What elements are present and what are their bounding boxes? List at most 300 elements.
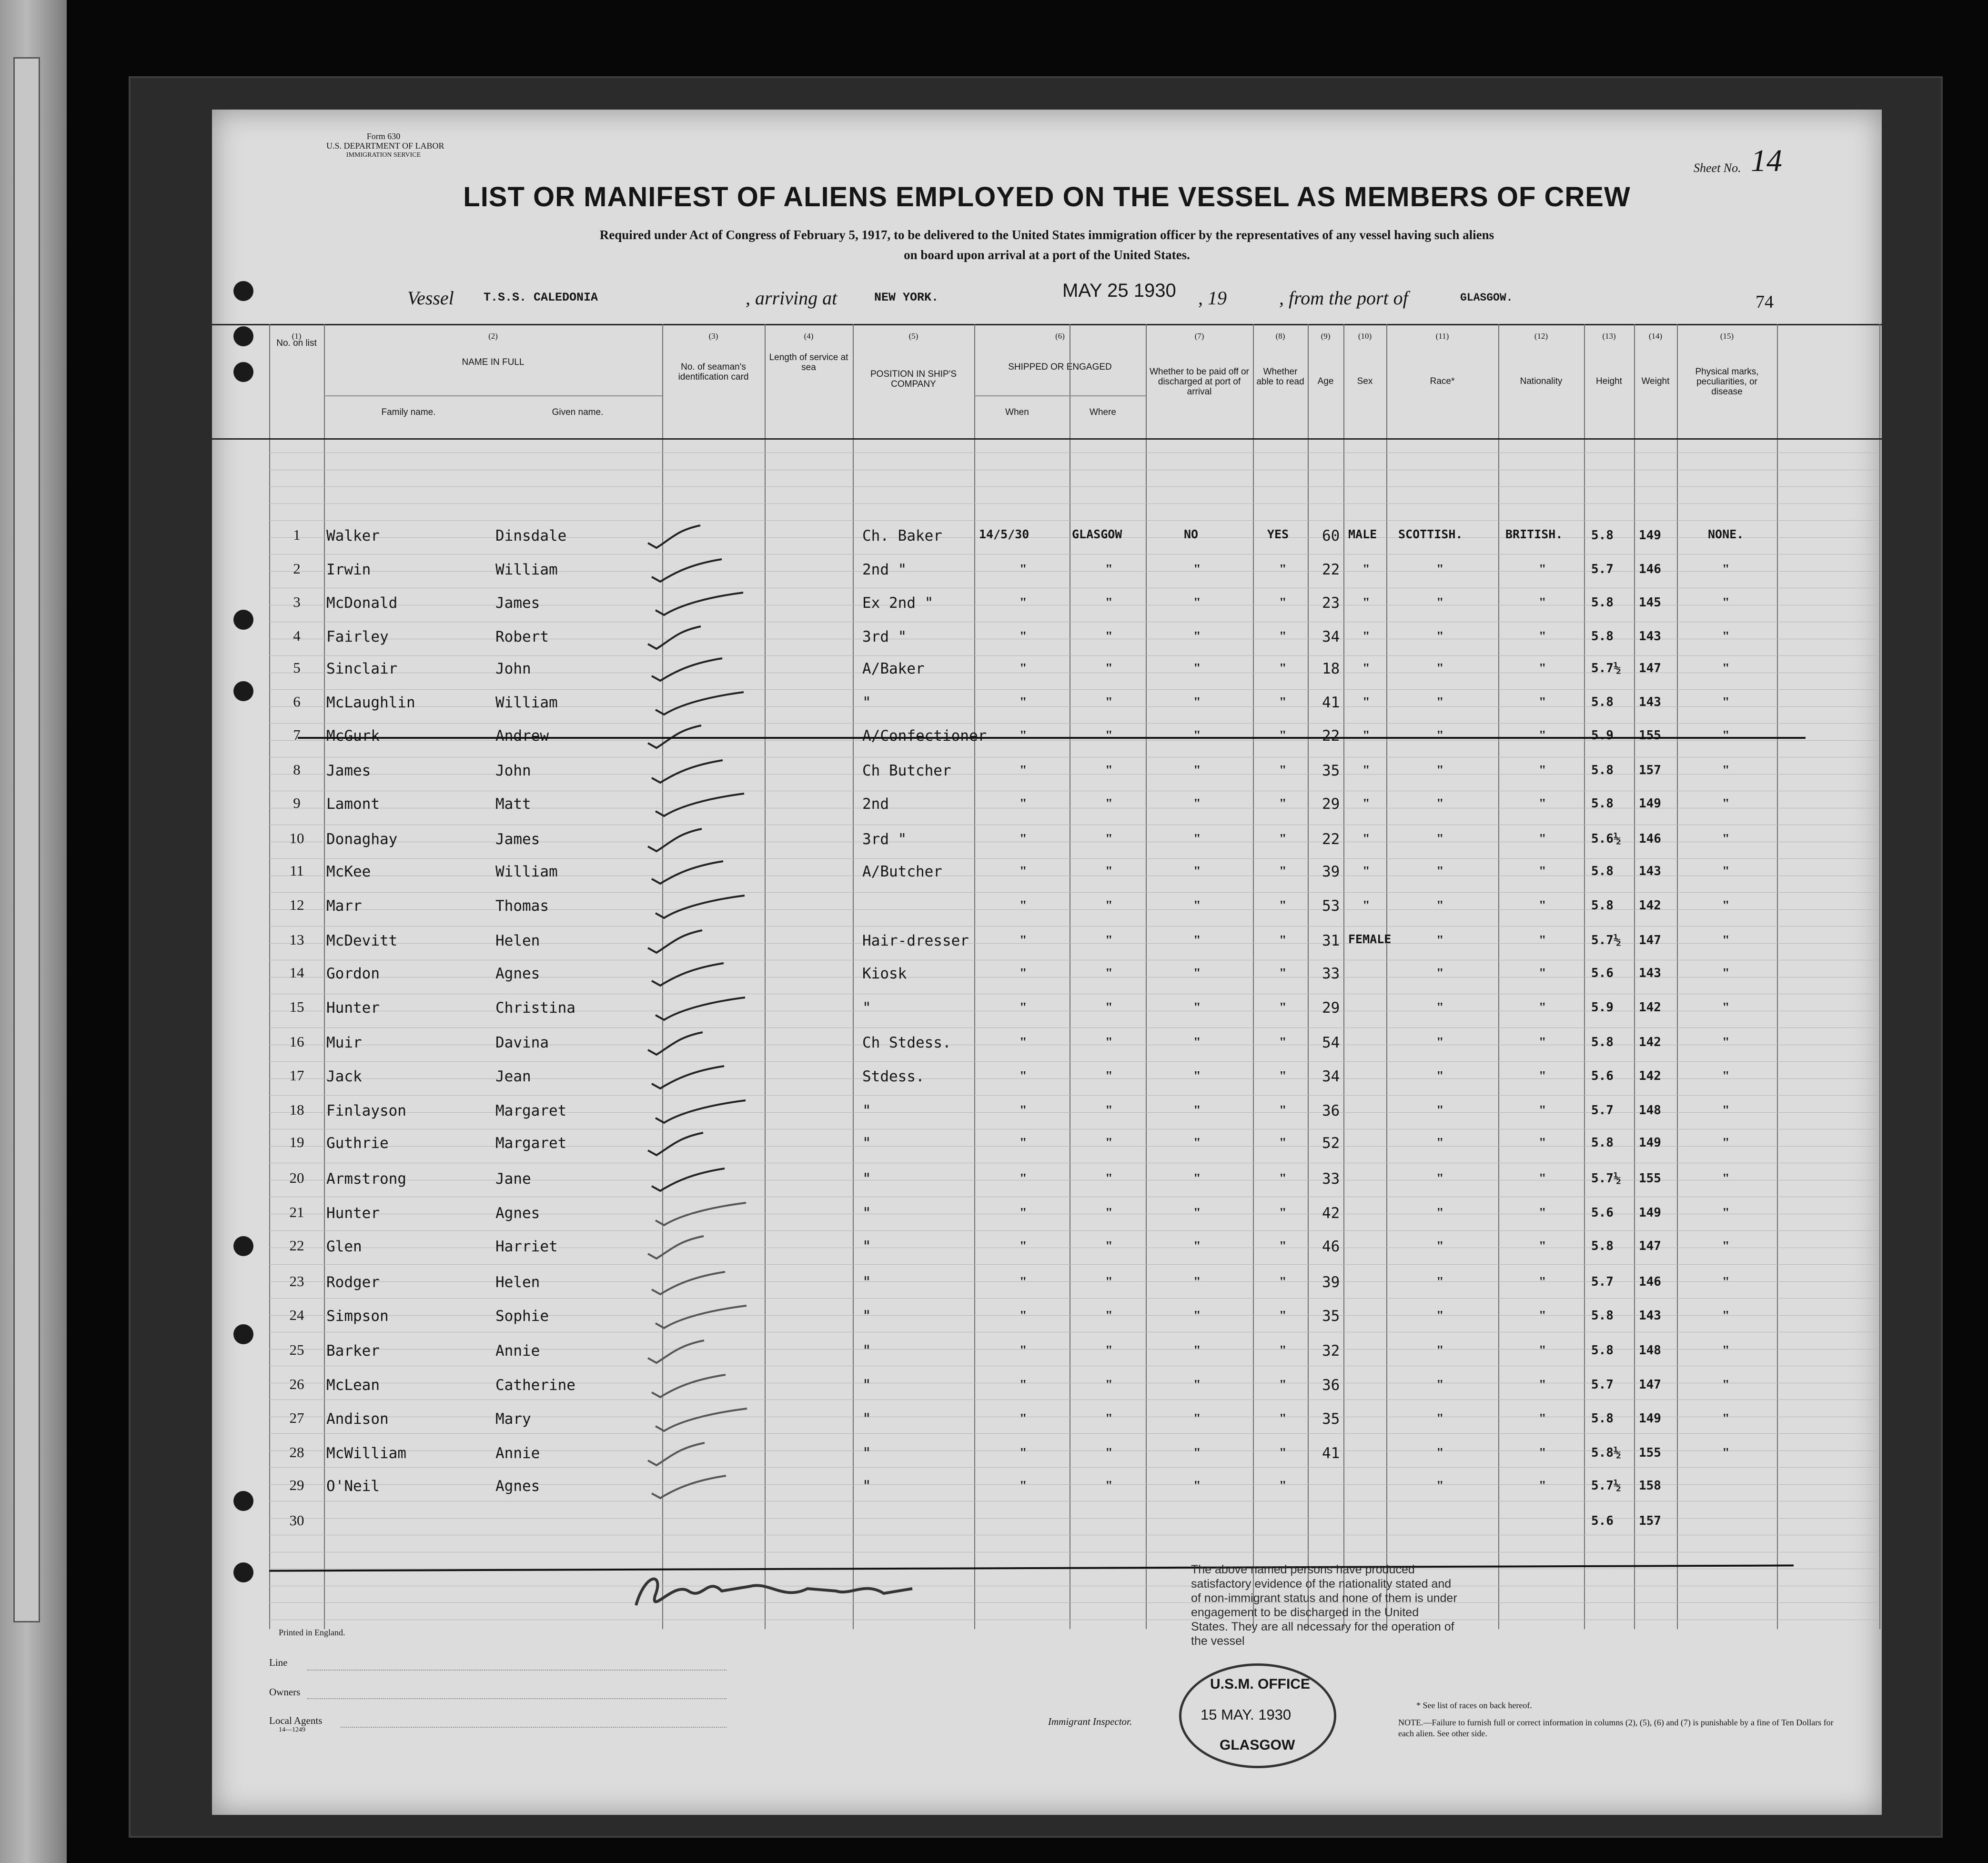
row-number: 3 (293, 594, 301, 610)
nationality-ditto: " (1539, 728, 1546, 743)
race: SCOTTISH. (1398, 527, 1463, 541)
weight: 157 (1639, 763, 1661, 777)
race-ditto: " (1436, 562, 1444, 577)
weight: 149 (1639, 796, 1661, 811)
row-number: 5 (293, 659, 301, 676)
weight: 155 (1639, 1446, 1661, 1460)
physical-marks-ditto: " (1722, 898, 1730, 913)
height: 5.6 (1591, 1514, 1614, 1528)
ledger-rule (269, 892, 1879, 893)
nationality-ditto: " (1539, 1446, 1546, 1460)
height: 5.7½ (1591, 1479, 1621, 1493)
column-header: Nationality (1520, 376, 1563, 386)
handwritten-scrawl (626, 1562, 922, 1624)
shipped-where-ditto: " (1105, 661, 1113, 676)
shipped-when-ditto: " (1019, 898, 1027, 913)
shipped-where-ditto: " (1105, 695, 1113, 710)
shipped-where-ditto: " (1105, 1479, 1113, 1493)
owners-label: Owners (269, 1686, 301, 1698)
position: A/Baker (862, 660, 925, 677)
office-stamp (1179, 1663, 1336, 1768)
row-number: 19 (289, 1134, 304, 1150)
nationality-ditto: " (1539, 763, 1546, 778)
inspector-label: Immigrant Inspector. (1048, 1716, 1132, 1727)
height: 5.8 (1591, 595, 1614, 610)
shipped-when-ditto: " (1019, 832, 1027, 846)
paid-off-ditto: " (1193, 1069, 1201, 1084)
table-row (212, 693, 1882, 712)
physical-marks-ditto: " (1722, 1239, 1730, 1254)
position: " (862, 1102, 871, 1119)
shipped-where-ditto: " (1105, 864, 1113, 879)
shipped-when-ditto: " (1019, 1343, 1027, 1358)
nationality-ditto: " (1539, 1000, 1546, 1015)
column-number: (15) (1720, 332, 1734, 341)
height: 5.8 (1591, 796, 1614, 811)
paid-off-ditto: " (1193, 695, 1201, 710)
height: 5.8 (1591, 1343, 1614, 1358)
row-number: 2 (293, 560, 301, 577)
row-number: 15 (289, 998, 304, 1015)
nationality-ditto: " (1539, 898, 1546, 913)
subheader-rule (974, 395, 1146, 396)
race-ditto: " (1436, 966, 1444, 981)
header-bottom-rule (212, 438, 1882, 440)
ledger-rule (269, 1061, 1879, 1062)
row-number: 14 (289, 964, 304, 981)
age: 39 (1322, 1274, 1340, 1291)
physical-marks-ditto: " (1722, 1136, 1730, 1150)
race-ditto: " (1436, 1171, 1444, 1186)
row-number: 6 (293, 693, 301, 710)
race-ditto: " (1436, 629, 1444, 644)
ledger-rule (269, 486, 1879, 487)
position: 3rd " (862, 831, 907, 848)
family-name: Armstrong (326, 1170, 406, 1188)
shipped-when-ditto: " (1019, 728, 1027, 743)
table-row (212, 627, 1882, 646)
row-number: 23 (289, 1273, 304, 1289)
page-title: LIST OR MANIFEST OF ALIENS EMPLOYED ON THE VESSEL AS MEMBERS OF CREW (463, 181, 1631, 212)
row-number: 26 (289, 1376, 304, 1392)
column-header: No. on list (276, 338, 317, 348)
line-field (307, 1670, 727, 1671)
given-name: Agnes (495, 1205, 540, 1222)
weight: 149 (1639, 1136, 1661, 1150)
shipped-when-ditto: " (1019, 1000, 1027, 1015)
column-number: (4) (804, 332, 814, 341)
shipped-when-ditto: " (1019, 629, 1027, 644)
physical-marks-ditto: " (1722, 1343, 1730, 1358)
able-to-read-ditto: " (1279, 728, 1287, 743)
row-number: 9 (293, 795, 301, 811)
column-subheader: Where (1090, 407, 1116, 417)
able-to-read-ditto: " (1279, 1103, 1287, 1118)
given-name: Helen (495, 932, 540, 949)
ledger-rule (269, 1230, 1879, 1231)
table-row (212, 1273, 1882, 1292)
nationality-ditto: " (1539, 1309, 1546, 1323)
physical-marks-ditto: " (1722, 661, 1730, 676)
nationality-ditto: " (1539, 1378, 1546, 1392)
given-name: Mary (495, 1410, 531, 1428)
column-number: (11) (1435, 332, 1449, 341)
height: 5.8 (1591, 1411, 1614, 1426)
age: 34 (1322, 1068, 1340, 1085)
check-mark (643, 522, 767, 550)
nationality-ditto: " (1539, 1343, 1546, 1358)
nationality-ditto: " (1539, 1035, 1546, 1050)
sex-ditto: " (1362, 898, 1370, 913)
shipped-when-ditto: " (1019, 763, 1027, 778)
shipped-when-ditto: " (1019, 864, 1027, 879)
age: 35 (1322, 1308, 1340, 1325)
shipped-when-ditto: " (1019, 1171, 1027, 1186)
physical-marks-ditto: " (1722, 1103, 1730, 1118)
nationality-ditto: " (1539, 832, 1546, 846)
column-header: Sex (1357, 376, 1373, 386)
given-name: Jean (495, 1068, 531, 1085)
height: 5.8 (1591, 629, 1614, 644)
physical-marks-ditto: " (1722, 695, 1730, 710)
shipped-when-ditto: " (1019, 562, 1027, 577)
row-number: 12 (289, 896, 304, 913)
check-mark (651, 589, 775, 617)
shipped-where-ditto: " (1105, 966, 1113, 981)
age: 22 (1322, 561, 1340, 578)
check-mark (643, 1232, 767, 1261)
ledger-rule (269, 689, 1879, 690)
physical-marks-ditto: " (1722, 595, 1730, 610)
position: Hair-dresser (862, 932, 969, 949)
nationality-ditto: " (1539, 661, 1546, 676)
table-row (212, 795, 1882, 814)
shipped-where-ditto: " (1105, 763, 1113, 778)
race-note: * See list of races on back hereof. (1416, 1701, 1532, 1710)
physical-marks-ditto: " (1722, 832, 1730, 846)
sex-ditto: " (1362, 595, 1370, 610)
position: " (862, 1274, 871, 1291)
race-ditto: " (1436, 695, 1444, 710)
row-number: 18 (289, 1101, 304, 1118)
column-header: Physical marks, peculiarities, or disease (1695, 367, 1759, 397)
position: Stdess. (862, 1068, 925, 1085)
given-name: Agnes (495, 1478, 540, 1495)
check-mark (643, 1129, 767, 1158)
able-to-read-ditto: " (1279, 898, 1287, 913)
nationality-ditto: " (1539, 1069, 1546, 1084)
row-number: 11 (290, 862, 304, 879)
nationality-ditto: " (1539, 695, 1546, 710)
weight: 146 (1639, 1275, 1661, 1289)
check-mark (647, 1472, 771, 1500)
position: Ch. Baker (862, 527, 942, 544)
check-mark (647, 756, 771, 785)
age: 36 (1322, 1102, 1340, 1119)
check-mark (643, 926, 767, 955)
able-to-read-ditto: " (1279, 595, 1287, 610)
shipped-where-ditto: " (1105, 1309, 1113, 1323)
physical-marks-ditto: " (1722, 1000, 1730, 1015)
agents-code: 14—1249 (279, 1726, 305, 1733)
physical-marks-ditto: " (1722, 1069, 1730, 1084)
ledger-rule (269, 1095, 1879, 1096)
nationality: BRITISH. (1505, 527, 1563, 541)
height: 5.8 (1591, 528, 1614, 543)
paid-off-ditto: " (1193, 1446, 1201, 1460)
able-to-read-ditto: " (1279, 629, 1287, 644)
weight: 147 (1639, 1378, 1661, 1392)
weight: 146 (1639, 562, 1661, 576)
given-name: William (495, 863, 558, 880)
table-row (212, 1101, 1882, 1120)
race-ditto: " (1436, 1446, 1444, 1460)
race-ditto: " (1436, 864, 1444, 879)
family-name: McLean (326, 1377, 380, 1394)
column-subheader: Family name. (381, 407, 436, 417)
shipped-where-ditto: " (1105, 1000, 1113, 1015)
row-number: 4 (293, 627, 301, 644)
able-to-read-ditto: " (1279, 1275, 1287, 1289)
check-mark (643, 722, 767, 750)
given-name: Jane (495, 1170, 531, 1188)
nationality-ditto: " (1539, 864, 1546, 879)
owners-field (307, 1698, 727, 1699)
position: 3rd " (862, 628, 907, 645)
able-to-read-ditto: " (1279, 966, 1287, 981)
column-header: Age (1317, 376, 1334, 386)
row-number: 13 (289, 931, 304, 948)
age: 53 (1322, 897, 1340, 915)
column-header: No. of seaman's identification card (678, 362, 749, 382)
age: 60 (1322, 527, 1340, 544)
able-to-read-ditto: " (1279, 1479, 1287, 1493)
row-number: 28 (289, 1444, 304, 1460)
ledger-rule (269, 723, 1879, 724)
height: 5.7½ (1591, 661, 1621, 675)
paid-off-ditto: " (1193, 1275, 1201, 1289)
sex-ditto: " (1362, 728, 1370, 743)
height: 5.7½ (1591, 933, 1621, 947)
able-to-read-ditto: " (1279, 1446, 1287, 1460)
weight: 145 (1639, 595, 1661, 610)
physical-marks-ditto: " (1722, 1275, 1730, 1289)
shipped-when-ditto: " (1019, 1069, 1027, 1084)
row-number: 20 (289, 1169, 304, 1186)
check-mark (647, 555, 771, 584)
table-row (212, 1134, 1882, 1153)
agents-label: Local Agents (269, 1715, 323, 1726)
position: " (862, 1445, 871, 1462)
physical-marks-ditto: " (1722, 1035, 1730, 1050)
race-ditto: " (1436, 1136, 1444, 1150)
height: 5.7½ (1591, 1171, 1621, 1186)
table-row (212, 526, 1882, 545)
family-name: McLaughlin (326, 694, 415, 711)
ledger-rule (269, 1602, 1879, 1603)
able-to-read-ditto: " (1279, 1343, 1287, 1358)
shipped-where-ditto: " (1105, 1378, 1113, 1392)
paid-off-ditto: " (1193, 1239, 1201, 1254)
table-row (212, 998, 1882, 1017)
nationality-ditto: " (1539, 966, 1546, 981)
check-mark (643, 1337, 767, 1365)
row-number: 30 (289, 1512, 304, 1529)
position: " (862, 1205, 871, 1222)
weight: 143 (1639, 629, 1661, 644)
column-header: Race* (1430, 376, 1455, 386)
family-name: Marr (326, 897, 362, 915)
sheet-number: 14 (1751, 143, 1782, 178)
shipped-where-ditto: " (1105, 832, 1113, 846)
shipped-where: GLASGOW (1072, 527, 1122, 541)
weight: 143 (1639, 864, 1661, 878)
position: " (862, 1238, 871, 1255)
weight: 142 (1639, 898, 1661, 913)
service: IMMIGRATION SERVICE (346, 151, 421, 159)
form-number: Form 630 (366, 131, 401, 141)
position: " (862, 1135, 871, 1152)
row-number: 1 (293, 526, 301, 543)
subheader-rule (324, 395, 662, 396)
nationality-ditto: " (1539, 562, 1546, 577)
sex-ditto: " (1362, 832, 1370, 846)
table-row (212, 931, 1882, 950)
family-name: O'Neil (326, 1478, 380, 1495)
position: " (862, 1342, 871, 1359)
paid-off-ditto: " (1193, 966, 1201, 981)
shipped-when-ditto: " (1019, 661, 1027, 676)
check-mark (647, 1062, 771, 1091)
race-ditto: " (1436, 1069, 1444, 1084)
check-mark (647, 655, 771, 683)
position: " (862, 1377, 871, 1394)
age: 41 (1322, 694, 1340, 711)
column-header: Whether to be paid off or discharged at port of arrival (1150, 367, 1249, 397)
age: 52 (1322, 1135, 1340, 1152)
family-name: Hunter (326, 1205, 380, 1222)
race-ditto: " (1436, 728, 1444, 743)
shipped-where-ditto: " (1105, 1239, 1113, 1254)
age: 18 (1322, 660, 1340, 677)
shipped-where-ditto: " (1105, 595, 1113, 610)
given-name: James (495, 831, 540, 848)
position: 2nd " (862, 561, 907, 578)
position: " (862, 1478, 871, 1495)
age: 39 (1322, 863, 1340, 880)
height: 5.8 (1591, 1035, 1614, 1049)
sex-ditto: " (1362, 562, 1370, 577)
family-name: McWilliam (326, 1445, 406, 1462)
age: 35 (1322, 762, 1340, 779)
paid-off-ditto: " (1193, 1343, 1201, 1358)
paid-off-ditto: " (1193, 1103, 1201, 1118)
age: 33 (1322, 965, 1340, 982)
able-to-read-ditto: " (1279, 1239, 1287, 1254)
weight: 149 (1639, 1206, 1661, 1220)
physical-marks-ditto: " (1722, 763, 1730, 778)
family-name: Barker (326, 1342, 380, 1359)
column-number: (2) (488, 332, 498, 341)
nationality-ditto: " (1539, 595, 1546, 610)
shipped-when: 14/5/30 (979, 527, 1029, 541)
ledger-rule (269, 1467, 1879, 1468)
table-row (212, 1444, 1882, 1463)
race-ditto: " (1436, 796, 1444, 811)
race-ditto: " (1436, 1309, 1444, 1323)
column-number: (14) (1648, 332, 1663, 341)
row-30-strikethrough (269, 1564, 1794, 1571)
line-label: Line (269, 1657, 288, 1668)
table-row (212, 896, 1882, 916)
given-name: Dinsdale (495, 527, 567, 544)
able-to-read-ditto: " (1279, 933, 1287, 948)
sex-ditto: " (1362, 661, 1370, 676)
age: 22 (1322, 727, 1340, 745)
shipped-where-ditto: " (1105, 1411, 1113, 1426)
sex-ditto: " (1362, 763, 1370, 778)
given-name: Margaret (495, 1135, 567, 1152)
shipped-when-ditto: " (1019, 796, 1027, 811)
age: 23 (1322, 594, 1340, 612)
column-header: Whether able to read (1256, 367, 1304, 387)
age: 32 (1322, 1342, 1340, 1359)
check-mark (651, 1302, 775, 1330)
family-name: Rodger (326, 1274, 380, 1291)
check-mark (643, 623, 767, 651)
arriving-label: , arriving at (746, 287, 838, 309)
stamp-top: U.S.M. OFFICE (1210, 1676, 1310, 1692)
column-number: (13) (1602, 332, 1616, 341)
check-mark (651, 688, 775, 717)
ledger-rule (269, 655, 1879, 656)
age: 46 (1322, 1238, 1340, 1255)
family-name: McGurk (326, 727, 380, 745)
sex: FEMALE (1348, 932, 1392, 946)
race-ditto: " (1436, 1035, 1444, 1050)
nationality-ditto: " (1539, 1171, 1546, 1186)
shipped-where-ditto: " (1105, 933, 1113, 948)
height: 5.8 (1591, 898, 1614, 913)
column-header: NAME IN FULL (462, 357, 525, 367)
weight: 142 (1639, 1069, 1661, 1083)
table-row (212, 594, 1882, 613)
able-to-read-ditto: " (1279, 1171, 1287, 1186)
table-row (212, 1477, 1882, 1496)
punch-hole (233, 610, 253, 630)
height: 5.8 (1591, 763, 1614, 777)
sex-ditto: " (1362, 796, 1370, 811)
position: " (862, 1170, 871, 1188)
punch-hole (233, 281, 253, 301)
physical-marks-ditto: " (1722, 1378, 1730, 1392)
table-row (212, 1410, 1882, 1429)
shipped-where-ditto: " (1105, 1035, 1113, 1050)
weight: 147 (1639, 1239, 1661, 1253)
column-number: (9) (1321, 332, 1331, 341)
given-name: Annie (495, 1342, 540, 1359)
nationality-ditto: " (1539, 796, 1546, 811)
height: 5.6½ (1591, 832, 1621, 846)
subtitle-line-2: on board upon arrival at a port of the United States. (904, 248, 1190, 262)
check-mark (643, 1439, 767, 1468)
row-number: 21 (289, 1204, 304, 1220)
family-name: Fairley (326, 628, 389, 645)
height: 5.8 (1591, 1136, 1614, 1150)
column-header: SHIPPED OR ENGAGED (1008, 362, 1112, 372)
family-name: McDevitt (326, 932, 398, 949)
given-name: Annie (495, 1445, 540, 1462)
